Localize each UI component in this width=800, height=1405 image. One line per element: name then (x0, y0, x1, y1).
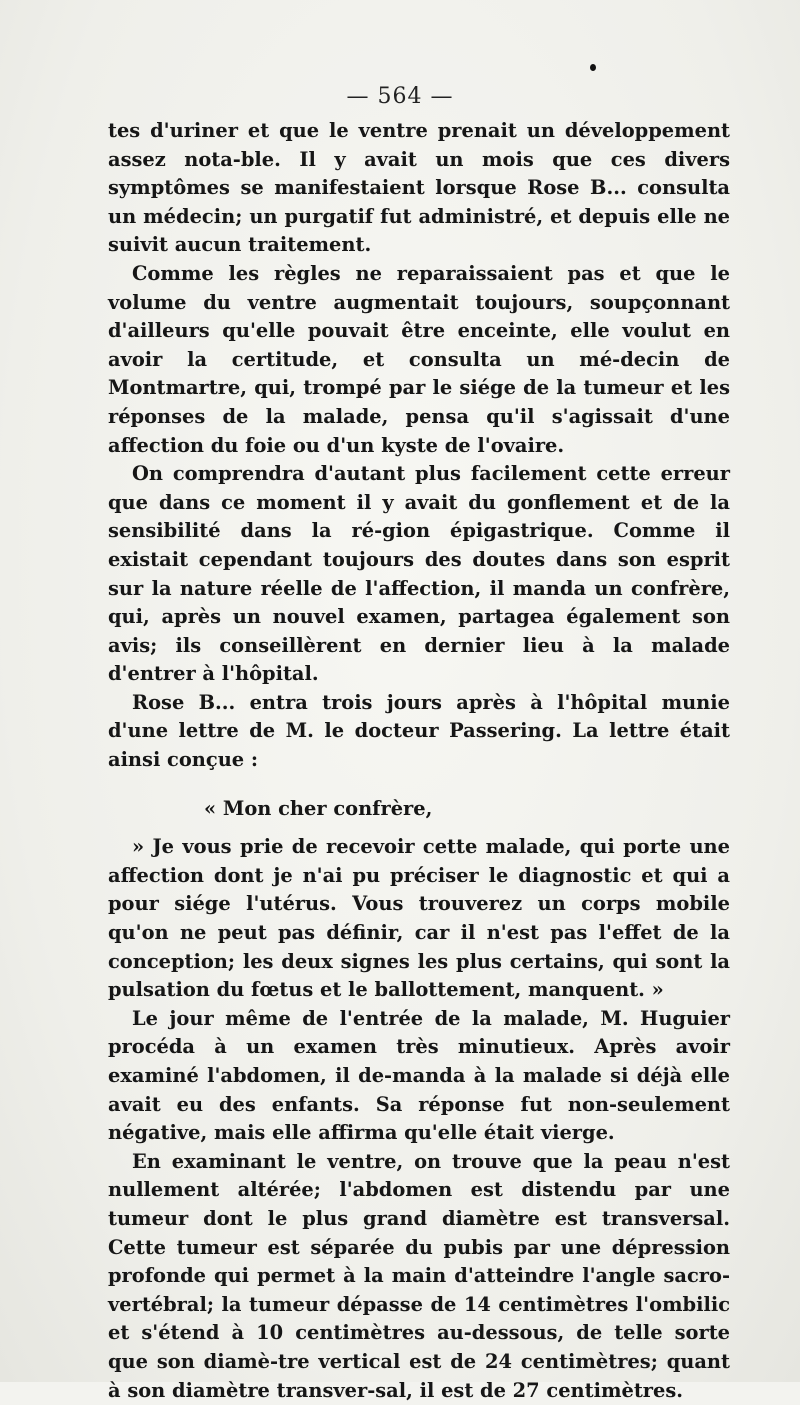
paragraph-ventre: En examinant le ventre, on trouve que la peau n'est nullement altérée; l'abdomen est distendu par une tumeur dont le plus grand diamètre est transversal. Cette tumeur est séparée du pubis par une dépression profonde qui permet à la main d'atteindre l'angle sacro-vertébral; la tumeur dépasse de 14 centimètres l'ombilic et s'étend à 10 centimètres au-dessous, de telle sorte que son diamè-tre vertical est de 24 centimètres; quant à son diamètre transver-sal, il est de 27 centimètres. (108, 1149, 730, 1402)
letter-body: » Je vous prie de recevoir cette malade, qui porte une affection dont je n'ai pu préciser le diagnostic et qui a pour siége l'utérus. Vous trouverez un corps mobile qu'on ne peut pas définir, car il n'est pas l'effet de la conception; les deux signes les plus certains, qui sont la pulsation du fœtus et le ballottement, manquent. » (108, 835, 730, 1002)
letter-salutation: « Mon cher confrère, (204, 796, 433, 820)
paragraph-continuation: tes d'uriner et que le ventre prenait un développement assez nota-ble. Il y avait un mois que ces divers symptômes se manifestaient lorsque Rose B... consulta un médecin; un purgatif fut administré, et depuis elle ne suivit aucun traitement. (108, 119, 730, 257)
paragraph-lettre: Rose B... entra trois jours après à l'hôpital munie d'une lettre de M. le docteur Passering. La lettre était ainsi conçue : (108, 690, 730, 772)
page-number: — 564 — (346, 84, 454, 109)
ink-speck (590, 64, 596, 71)
paragraph-erreur: On comprendra d'autant plus facilement cette erreur que dans ce moment il y avait du gonflement et de la sensibilité dans la ré-gion épigastrique. Comme il existait cependant toujours des doutes dans son esprit sur la nature réelle de l'affection, il manda un confrère, qui, après un nouvel examen, partagea également son avis; ils conseillèrent en dernier lieu à la malade d'entrer à l'hôpital. (108, 462, 730, 686)
paragraph-regles: Comme les règles ne reparaissaient pas et que le volume du ventre augmentait toujours, soupçonnant d'ailleurs qu'elle pouvait être enceinte, elle voulut en avoir la certitude, et consulta un mé-decin de Montmartre, qui, trompé par le siége de la tumeur et les réponses de la malade, pensa qu'il s'agissait d'une affection du foie ou d'un kyste de l'ovaire. (108, 261, 730, 457)
paragraph-examen: Le jour même de l'entrée de la malade, M. Huguier procéda à un examen très minutieux. Après avoir examiné l'abdomen, il de-manda à la malade si déjà elle avait eu des enfants. Sa réponse fut non-seulement négative, mais elle affirma qu'elle était vierge. (108, 1006, 730, 1145)
body-text (108, 117, 730, 1405)
